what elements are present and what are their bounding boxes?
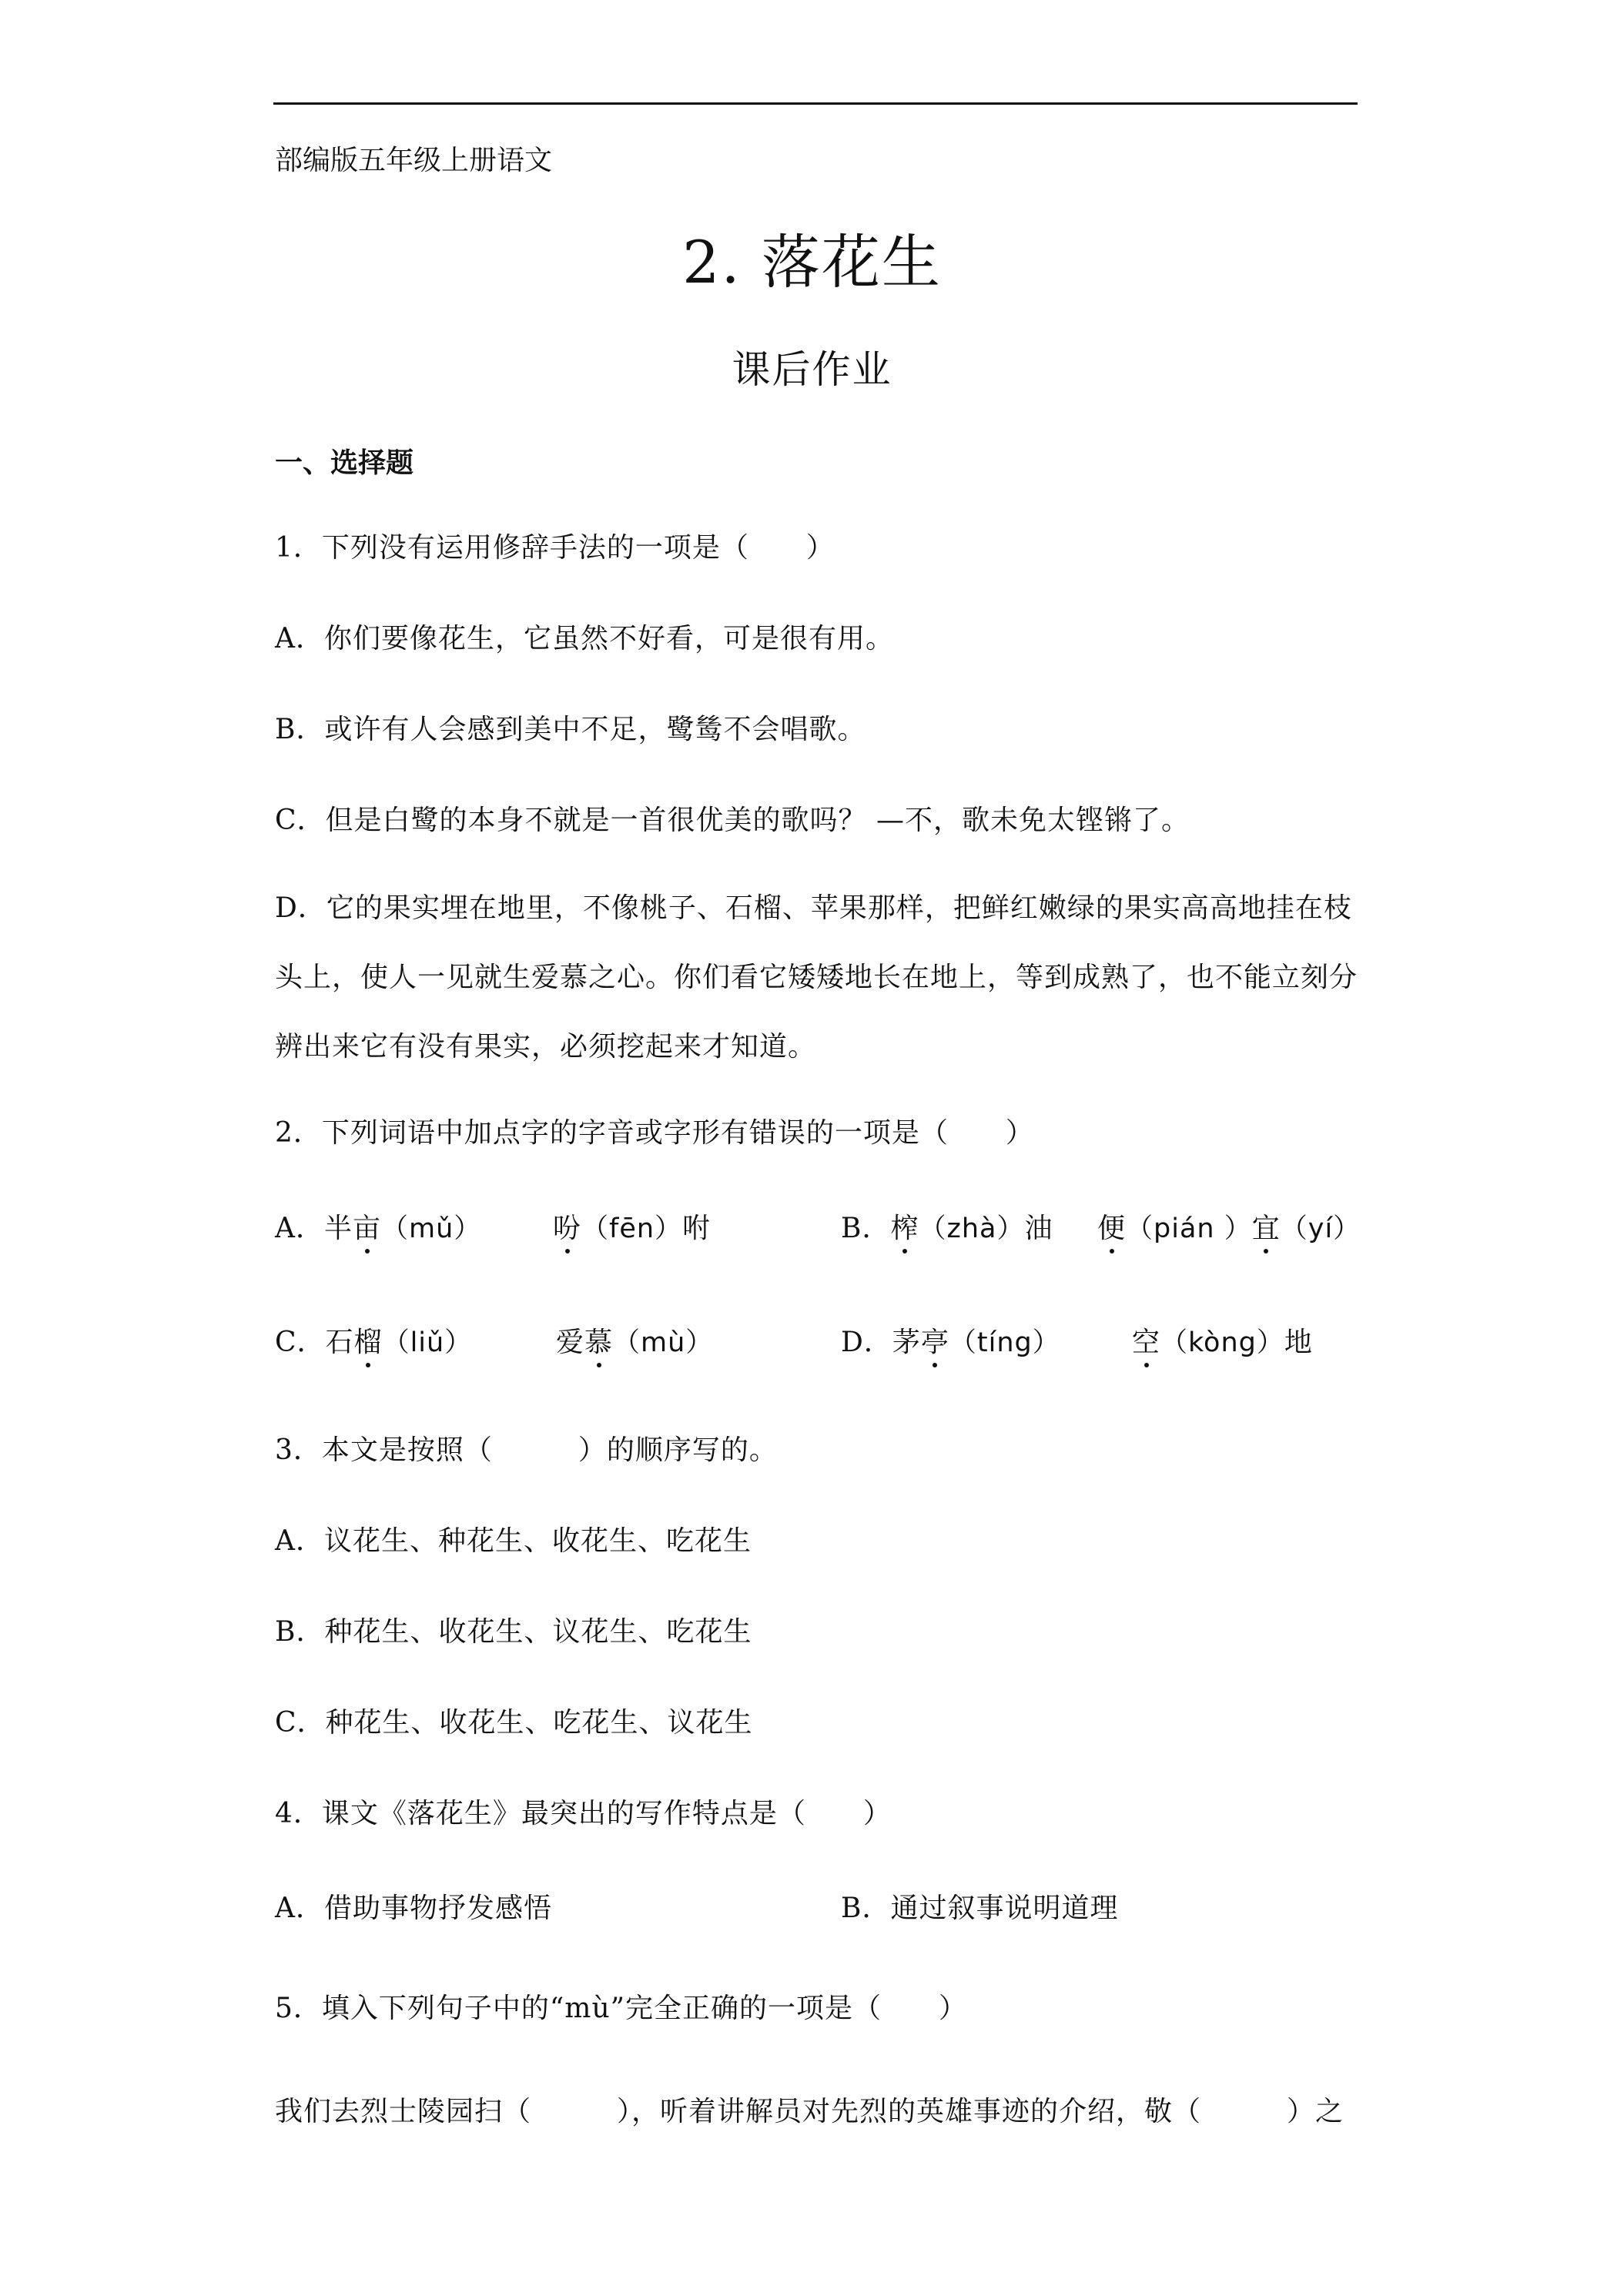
q5-stem: 5．填入下列句子中的“mù”完全正确的一项是（ ）: [275, 1993, 968, 2024]
q2-c-w2-dotted: 慕: [584, 1320, 613, 1360]
q2-d-w2-dotted: 空: [1132, 1320, 1160, 1360]
q3-option-b: B．种花生、收花生、议花生、吃花生: [275, 1616, 752, 1648]
q4-option-a: A．借助事物抒发感悟: [275, 1893, 552, 1924]
q2-b-w2-pinyin: （pián ）: [1126, 1213, 1252, 1244]
q2-d-w2-post: 地: [1284, 1327, 1313, 1358]
q3-option-a: A．议花生、种花生、收花生、吃花生: [275, 1525, 752, 1557]
q2-b-w1-pinyin: （zhà）: [919, 1213, 1025, 1244]
q1-option-d: D．它的果实埋在地里，不像桃子、石榴、苹果那样，把鲜红嫩绿的果实高高地挂在枝头上，使人一见就生爱慕之心。你们看它矮矮地长在地上，等到成熟了，也不能立刻分辨出来它有没有果实，必须挖起来才知道。: [275, 892, 1358, 1063]
q2-c-w1-pinyin: （liǔ）: [382, 1327, 473, 1358]
q2-d-w1-pre: 茅: [892, 1327, 921, 1358]
q1-option-a: A．你们要像花生，它虽然不好看，可是很有用。: [275, 623, 894, 654]
page-title: 2. 落花生: [682, 228, 942, 296]
q2-option-c: [275, 1320, 472, 1360]
q2-b-w1-dotted: 榨: [890, 1207, 919, 1246]
q2-d-w1-pinyin: （tíng）: [949, 1327, 1060, 1358]
q2-c-w1-pre: 石: [325, 1327, 354, 1358]
q2-option-b-word2: [1097, 1207, 1361, 1246]
q2-c-w1-dotted: 榴: [354, 1320, 383, 1360]
q4-option-b: B．通过叙事说明道理: [841, 1893, 1119, 1924]
q3-option-c: C．种花生、收花生、吃花生、议花生: [275, 1707, 753, 1739]
q2-a-w2-dotted: 吩: [553, 1207, 581, 1246]
q2-d-w2-pinyin: （kòng）: [1160, 1327, 1284, 1358]
q2-a-w1-dotted: 亩: [353, 1207, 381, 1246]
q2-option-b: [841, 1207, 1053, 1246]
q2-a-w1-pre: 半: [324, 1213, 353, 1244]
q2-a-label: A．: [275, 1213, 324, 1244]
q2-option-d: [841, 1320, 1060, 1360]
q1-option-b: B．或许有人会感到美中不足，鹭鸶不会唱歌。: [275, 714, 866, 745]
q2-b-w1-post: 油: [1024, 1213, 1053, 1244]
q2-option-a-word2: [553, 1207, 711, 1246]
document-subject: 部编版五年级上册语文: [275, 145, 553, 176]
q2-c-w2-pre: 爱: [556, 1327, 585, 1358]
q2-option-a: [275, 1207, 481, 1246]
q2-c-w2-pinyin: （mù）: [613, 1327, 714, 1358]
q2-a-w1-pinyin: （mǔ）: [381, 1213, 482, 1244]
q2-a-w2-pinyin: （fēn）: [581, 1213, 683, 1244]
section-heading-choice: 一、选择题: [275, 447, 414, 479]
q5-text: 我们去烈士陵园扫（ ），听着讲解员对先烈的英雄事迹的介绍，敬（ ）之: [275, 2096, 1344, 2127]
q2-c-label: C．: [275, 1327, 326, 1358]
q3-stem: 3．本文是按照（ ）的顺序写的。: [275, 1434, 778, 1466]
q2-option-c-word2: [556, 1320, 713, 1360]
q1-stem: 1．下列没有运用修辞手法的一项是（ ）: [275, 532, 835, 564]
q2-b-w2-dotted: 便: [1097, 1207, 1126, 1246]
q2-b-w3-pinyin: （yí）: [1280, 1213, 1361, 1244]
q4-stem: 4．课文《落花生》最突出的写作特点是（ ）: [275, 1798, 892, 1829]
q2-a-w2-post: 咐: [682, 1213, 712, 1244]
q2-d-label: D．: [841, 1327, 892, 1358]
q2-b-w3-dotted: 宜: [1252, 1207, 1281, 1246]
q1-option-c: C．但是白鹭的本身不就是一首很优美的歌吗？ —不，歌未免太铿锵了。: [275, 805, 1190, 836]
header-rule: [273, 102, 1358, 105]
q2-stem: 2．下列词语中加点字的字音或字形有错误的一项是（ ）: [275, 1117, 1034, 1149]
q2-d-w1-dotted: 亭: [921, 1320, 949, 1360]
q2-option-d-word2: [1132, 1320, 1313, 1360]
q2-b-label: B．: [841, 1213, 891, 1244]
page-subtitle: 课后作业: [732, 347, 892, 392]
